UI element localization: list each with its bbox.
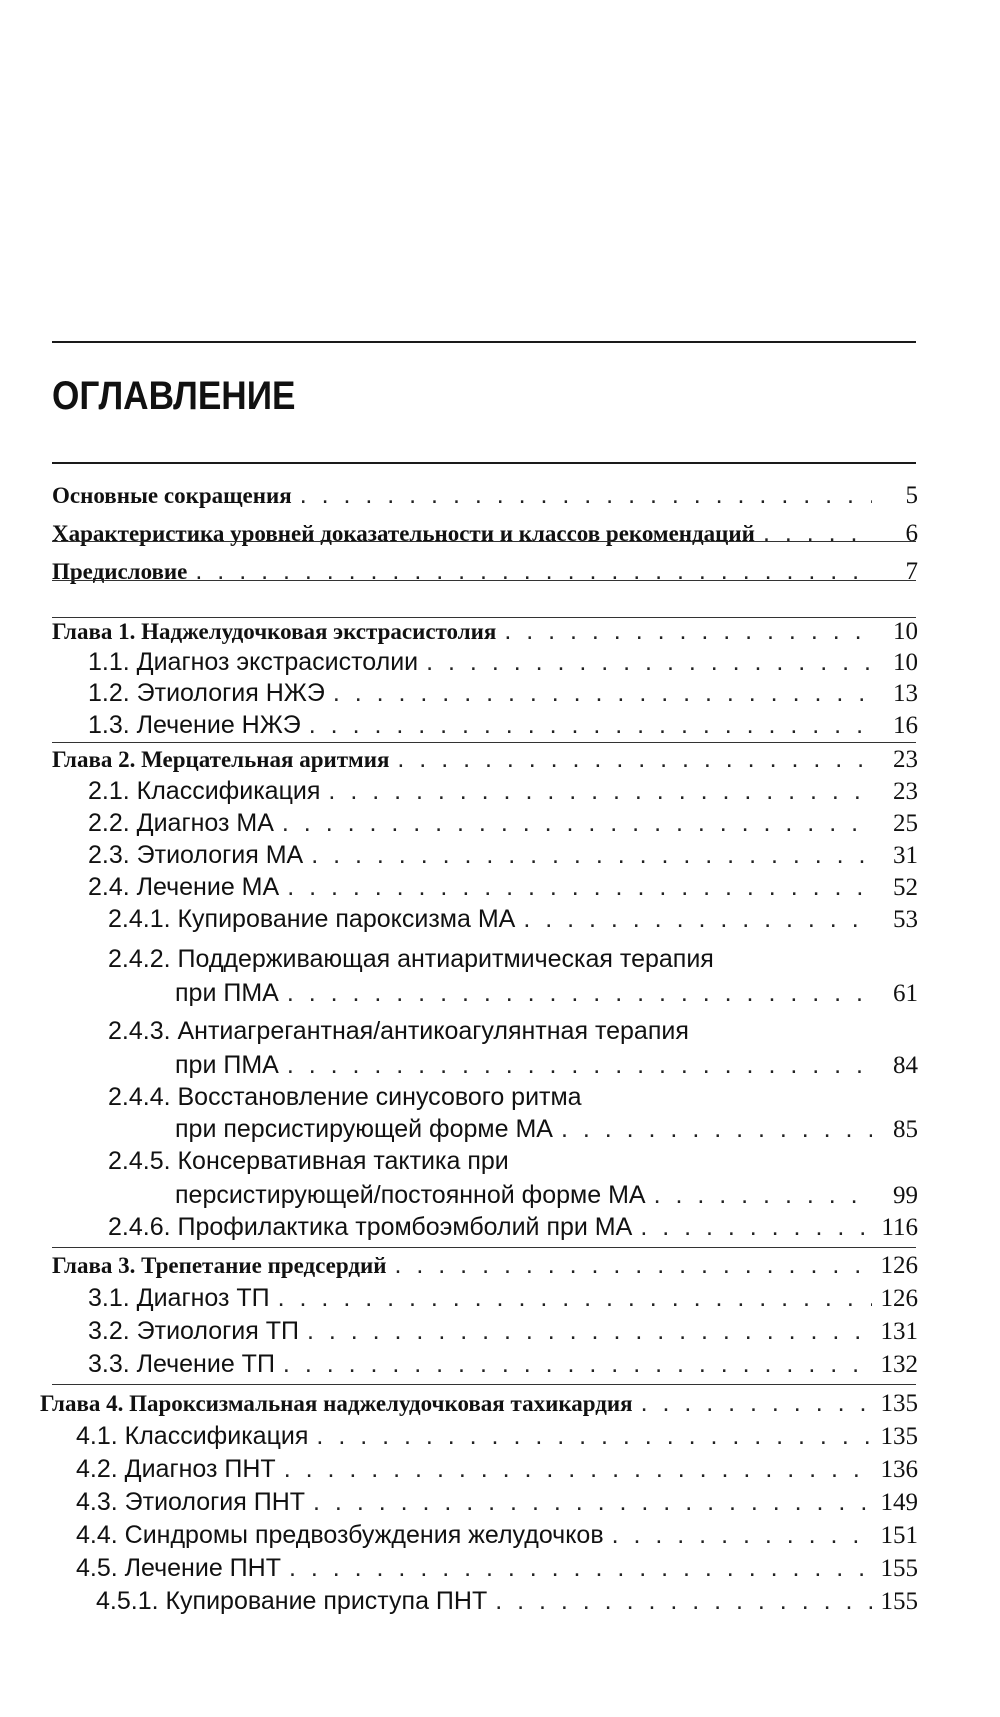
toc-entry-label: 3.3. Лечение ТП: [88, 1350, 275, 1378]
leader-dots: [612, 1520, 872, 1550]
toc-entry-label: 3.2. Этиология ТП: [88, 1317, 299, 1345]
toc-entry-1-2[interactable]: [88, 678, 918, 709]
toc-entry-label: 1.1. Диагноз экстрасистолии: [88, 648, 419, 676]
leader-dots: [287, 872, 872, 902]
toc-entry-label: при ПМА: [175, 979, 279, 1007]
toc-entry-4-3[interactable]: [76, 1487, 918, 1518]
toc-entry-label: Глава 4. Пароксизмальная наджелудочковая тахикардия: [40, 1391, 633, 1416]
toc-entry-evidence-levels[interactable]: [52, 518, 918, 549]
leader-dots: [195, 556, 872, 586]
leader-dots: [397, 744, 872, 774]
toc-entry-page: 5: [905, 482, 918, 509]
toc-entry-label: 4.5. Лечение ПНТ: [76, 1554, 281, 1582]
toc-entry-page: 13: [893, 680, 918, 707]
toc-entry-label: Характеристика уровней доказательности и классов рекомендаций: [52, 521, 755, 546]
toc-entry-4-5[interactable]: [76, 1553, 918, 1584]
leader-dots: [333, 678, 872, 708]
toc-entry-page: 61: [893, 980, 918, 1007]
toc-entry-2-4[interactable]: [88, 872, 918, 903]
leader-dots: [561, 1114, 872, 1144]
toc-entry-label: при персистирующей форме МА: [175, 1115, 553, 1143]
toc-entry-page: 116: [881, 1214, 918, 1241]
toc-entry-page: 85: [893, 1116, 918, 1143]
leader-dots: [504, 616, 872, 646]
separator: [52, 1384, 916, 1385]
toc-entry-label: 2.1. Классификация: [88, 777, 321, 805]
toc-entry-label: Предисловие: [52, 559, 188, 584]
toc-entry-2-4-3[interactable]: [175, 1050, 918, 1081]
toc-entry-3-2[interactable]: [88, 1316, 918, 1347]
leader-dots: [278, 1283, 872, 1313]
leader-dots: [282, 808, 872, 838]
toc-entry-2-4-1[interactable]: [108, 904, 918, 935]
toc-entry-chapter-3[interactable]: [52, 1250, 918, 1281]
toc-entry-2-4-4-line1: 2.4.4. Восстановление синусового ритма: [108, 1083, 582, 1111]
toc-entry-page: 155: [880, 1555, 918, 1582]
toc-entry-2-4-2[interactable]: [175, 978, 918, 1009]
leader-dots: [309, 710, 872, 740]
toc-entry-page: 25: [893, 810, 918, 837]
leader-dots: [313, 1487, 872, 1517]
toc-entry-page: 155: [880, 1588, 918, 1615]
toc-entry-label: Глава 1. Наджелудочковая экстрасистолия: [52, 619, 497, 644]
toc-entry-page: 31: [893, 842, 918, 869]
toc-entry-page: 135: [880, 1390, 918, 1417]
leader-dots: [523, 904, 872, 934]
leader-dots: [763, 518, 872, 548]
toc-entry-2-4-4[interactable]: [175, 1114, 918, 1145]
toc-entry-page: 126: [880, 1252, 918, 1279]
toc-entry-page: 6: [905, 520, 918, 547]
toc-entry-label: 4.5.1. Купирование приступа ПНТ: [96, 1587, 488, 1615]
toc-entry-label: Основные сокращения: [52, 483, 292, 508]
leader-dots: [311, 840, 872, 870]
toc-entry-page: 149: [880, 1489, 918, 1516]
toc-entry-2-4-5-line1: 2.4.5. Консервативная тактика при: [108, 1147, 509, 1175]
toc-entry-page: 151: [880, 1522, 918, 1549]
leader-dots: [395, 1250, 873, 1280]
toc-entry-1-3[interactable]: [88, 710, 918, 741]
toc-entry-preface[interactable]: [52, 556, 918, 587]
toc-entry-page: 23: [893, 778, 918, 805]
toc-entry-2-1[interactable]: [88, 776, 918, 807]
toc-entry-3-1[interactable]: [88, 1283, 918, 1314]
toc-entry-4-2[interactable]: [76, 1454, 918, 1485]
leader-dots: [289, 1553, 872, 1583]
toc-entry-page: 7: [905, 558, 918, 585]
page-title: ОГЛАВЛЕНИЕ: [52, 374, 296, 418]
toc-entry-4-4[interactable]: [76, 1520, 918, 1551]
toc-entry-2-4-2-line1: 2.4.2. Поддерживающая антиаритмическая терапия: [108, 945, 714, 973]
toc-entry-1-1[interactable]: [88, 647, 918, 678]
toc-entry-label: 1.2. Этиология НЖЭ: [88, 679, 325, 707]
toc-entry-page: 126: [880, 1285, 918, 1312]
leader-dots: [284, 1454, 872, 1484]
leader-dots: [654, 1180, 872, 1210]
toc-entry-label: 2.2. Диагноз МА: [88, 809, 274, 837]
toc-entry-abbreviations[interactable]: [52, 480, 918, 511]
toc-entry-label: 4.3. Этиология ПНТ: [76, 1488, 306, 1516]
toc-entry-label: 4.4. Синдромы предвозбуждения желудочков: [76, 1521, 604, 1549]
leader-dots: [287, 978, 872, 1008]
toc-entry-label: 1.3. Лечение НЖЭ: [88, 711, 301, 739]
separator: [52, 1247, 916, 1248]
leader-dots: [287, 1050, 872, 1080]
toc-entry-2-4-6[interactable]: [108, 1212, 918, 1243]
toc-entry-page: 23: [893, 746, 918, 773]
leader-dots: [426, 647, 872, 677]
toc-entry-4-5-1[interactable]: [96, 1586, 918, 1617]
toc-entry-label: 2.4.1. Купирование пароксизма МА: [108, 905, 516, 933]
toc-entry-page: 52: [893, 874, 918, 901]
leader-dots: [283, 1349, 872, 1379]
toc-entry-chapter-2[interactable]: [52, 744, 918, 775]
toc-entry-label: Глава 2. Мерцательная аритмия: [52, 747, 390, 772]
leader-dots: [300, 480, 872, 510]
leader-dots: [640, 1212, 872, 1242]
toc-entry-page: 135: [880, 1423, 918, 1450]
toc-entry-label: 2.4.6. Профилактика тромбоэмболий при МА: [108, 1213, 633, 1241]
toc-entry-label: 3.1. Диагноз ТП: [88, 1284, 270, 1312]
toc-entry-page: 131: [880, 1318, 918, 1345]
toc-entry-2-4-5[interactable]: [175, 1180, 918, 1211]
toc-entry-page: 10: [893, 649, 918, 676]
toc-entry-label: Глава 3. Трепетание предсердий: [52, 1253, 387, 1278]
toc-entry-label: 2.3. Этиология МА: [88, 841, 304, 869]
toc-entry-page: 53: [893, 906, 918, 933]
toc-entry-2-4-3-line1: 2.4.3. Антиагрегантная/антикоагулянтная терапия: [108, 1017, 689, 1045]
separator: [52, 742, 916, 743]
toc-entry-label: 4.1. Классификация: [76, 1422, 309, 1450]
leader-dots: [316, 1421, 872, 1451]
toc-entry-2-3[interactable]: [88, 840, 918, 871]
toc-entry-4-1[interactable]: [76, 1421, 918, 1452]
separator: [52, 580, 916, 581]
toc-entry-2-2[interactable]: [88, 808, 918, 839]
toc-entry-chapter-1[interactable]: [52, 616, 918, 647]
toc-entry-page: 16: [893, 712, 918, 739]
toc-entry-chapter-4[interactable]: [40, 1388, 918, 1419]
separator: [52, 541, 916, 542]
leader-dots: [495, 1586, 872, 1616]
toc-entry-label: 2.4. Лечение МА: [88, 873, 280, 901]
toc-entry-page: 84: [893, 1052, 918, 1079]
leader-dots: [307, 1316, 872, 1346]
toc-entry-page: 136: [880, 1456, 918, 1483]
toc-entry-page: 10: [893, 618, 918, 645]
leader-dots: [641, 1388, 872, 1418]
toc-entry-label: 4.2. Диагноз ПНТ: [76, 1455, 276, 1483]
toc-entry-label: при ПМА: [175, 1051, 279, 1079]
toc-entry-label: персистирующей/постоянной форме МА: [175, 1181, 646, 1209]
toc-entry-3-3[interactable]: [88, 1349, 918, 1380]
toc-entry-page: 99: [893, 1182, 918, 1209]
leader-dots: [328, 776, 872, 806]
toc-entry-page: 132: [880, 1351, 918, 1378]
